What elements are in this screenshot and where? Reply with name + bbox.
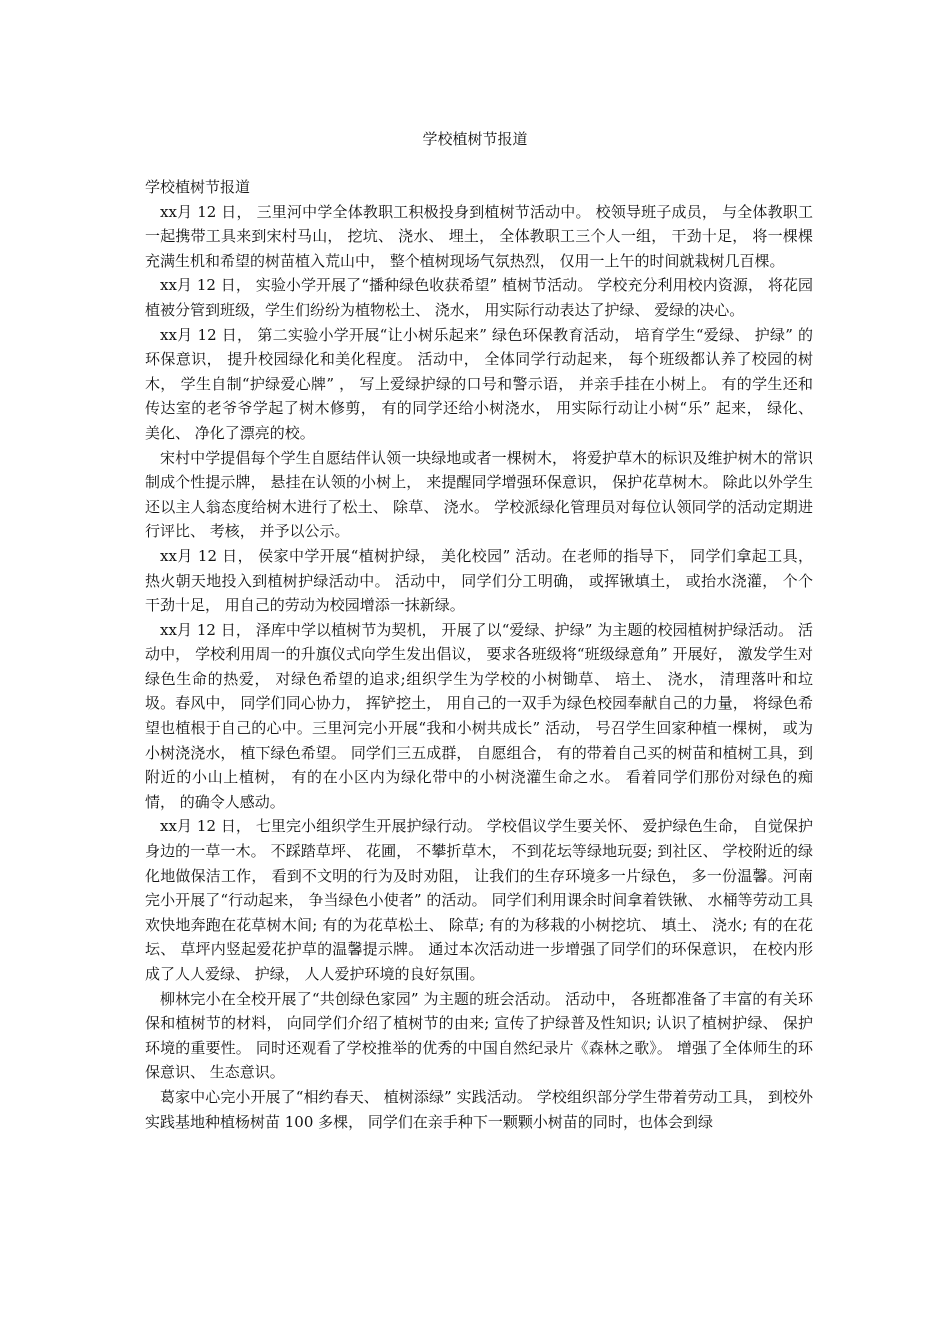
paragraph: xx月 12 日， 第二实验小学开展“让小树乐起来” 绿色环保教育活动， 培育学生“爱绿、 护绿” 的环保意识， 提升校园绿化和美化程度。 活动中， 全体同学行动起来， 每个班级都认养了校园的树木， 学生自制“护绿爱心牌” ， 写上爱绿护绿的口号和警示语， 并亲手挂在小树上。 有的学生还和传达室的老爷爷学起了树木修剪， 有的同学还给小树浇水， 用实际行动让小树“乐” 起来， 绿化、 美化、 净化了漂亮的校。: [145, 325, 813, 442]
paragraph: xx月 12 日， 侯家中学开展“植树护绿， 美化校园” 活动。在老师的指导下， 同学们拿起工具， 热火朝天地投入到植树护绿活动中。 活动中， 同学们分工明确， 或挥锹填土， 或抬水浇灌， 个个干劲十足， 用自己的劳动为校园增添一抹新绿。: [145, 546, 813, 615]
document-title: 学校植树节报道: [422, 130, 528, 148]
paragraph: xx月 12 日， 实验小学开展了“播种绿色收获希望” 植树节活动。 学校充分利用校内资源， 将花园植被分管到班级，学生们纷纷为植物松土、 浇水， 用实际行动表达了护绿、 爱绿的决心。: [145, 276, 813, 319]
paragraph: xx月 12 日， 三里河中学全体教职工积极投身到植树节活动中。 校领导班子成员， 与全体教职工一起携带工具来到宋村马山， 挖坑、 浇水、 埋土， 全体教职工三个人一组， 干劲十足， 将一棵棵充满生机和希望的树苗植入荒山中， 整个植树现场气氛热烈， 仅用一上午的时间就栽树几百棵。: [145, 202, 813, 270]
paragraph: 葛家中心完小开展了“相约春天、 植树添绿” 实践活动。 学校组织部分学生带着劳动工具， 到校外实践基地种植杨树苗 100 多棵， 同学们在亲手种下一颗颗小树苗的同时，也体会到绿: [145, 1087, 813, 1131]
document-body: [145, 175, 813, 1134]
paragraph: xx月 12 日， 七里完小组织学生开展护绿行动。 学校倡议学生要关怀、 爱护绿色生命， 自觉保护身边的一草一木。 不踩踏草坪、 花圃， 不攀折草木， 不到花坛等绿地玩耍; 到社区、 学校附近的绿化地做保洁工作， 看到不文明的行为及时劝阻， 让我们的生存环境多一片绿色， 多一份温馨。河南完小开展了“行动起来， 争当绿色小使者” 的活动。 同学们利用课余时间拿着铁锹、 水桶等劳动工具欢快地奔跑在花草树木间; 有的为花草松土、 除草; 有的为移栽的小树挖坑、 填土、 浇水; 有的在花坛、 草坪内竖起爱花护草的温馨提示牌。 通过本次活动进一步增强了同学们的环保意识， 在校内形成了人人爱绿、 护绿， 人人爱护环境的良好氛围。: [145, 817, 813, 983]
paragraph: 宋村中学提倡每个学生自愿结伴认领一块绿地或者一棵树木， 将爱护草木的标识及维护树木的常识制成个性提示牌， 悬挂在认领的小树上， 来提醒同学增强环保意识， 保护花草树木。 除此以外学生还以主人翁态度给树木进行了松土、 除草、 浇水。 学校派绿化管理员对每位认领同学的活动定期进行评比、 考核， 并予以公示。: [145, 448, 813, 541]
document-subtitle: 学校植树节报道: [145, 178, 251, 196]
paragraph: 柳林完小在全校开展了“共创绿色家园” 为主题的班会活动。 活动中， 各班都准备了丰富的有关环保和植树节的材料， 向同学们介绍了植树节的由来; 宣传了护绿普及性知识; 认识了植树护绿、 保护环境的重要性。 同时还观看了学校推举的优秀的中国自然纪录片《森林之歌》。 增强了全体师生的环保意识、 生态意识。: [145, 989, 813, 1082]
paragraph: xx月 12 日， 泽库中学以植树节为契机， 开展了以“爱绿、护绿” 为主题的校园植树护绿活动。 活动中， 学校利用周一的升旗仪式向学生发出倡议， 要求各班级将“班级绿意角” 开展好， 激发学生对绿色生命的热爱， 对绿色希望的追求;组织学生为学校的小树锄草、 培土、 浇水， 清理落叶和垃圾。春风中， 同学们同心协力， 挥铲挖土， 用自己的一双手为绿色校园奉献自己的力量， 将绿色希望也植根于自己的心中。三里河完小开展“我和小树共成长” 活动， 号召学生回家种植一棵树， 或为小树浇浇水， 植下绿色希望。 同学们三五成群， 自愿组合， 有的带着自己买的树苗和植树工具，到附近的小山上植树， 有的在小区内为绿化带中的小树浇灌生命之水。 看着同学们那份对绿色的痴情， 的确令人感动。: [145, 620, 813, 811]
